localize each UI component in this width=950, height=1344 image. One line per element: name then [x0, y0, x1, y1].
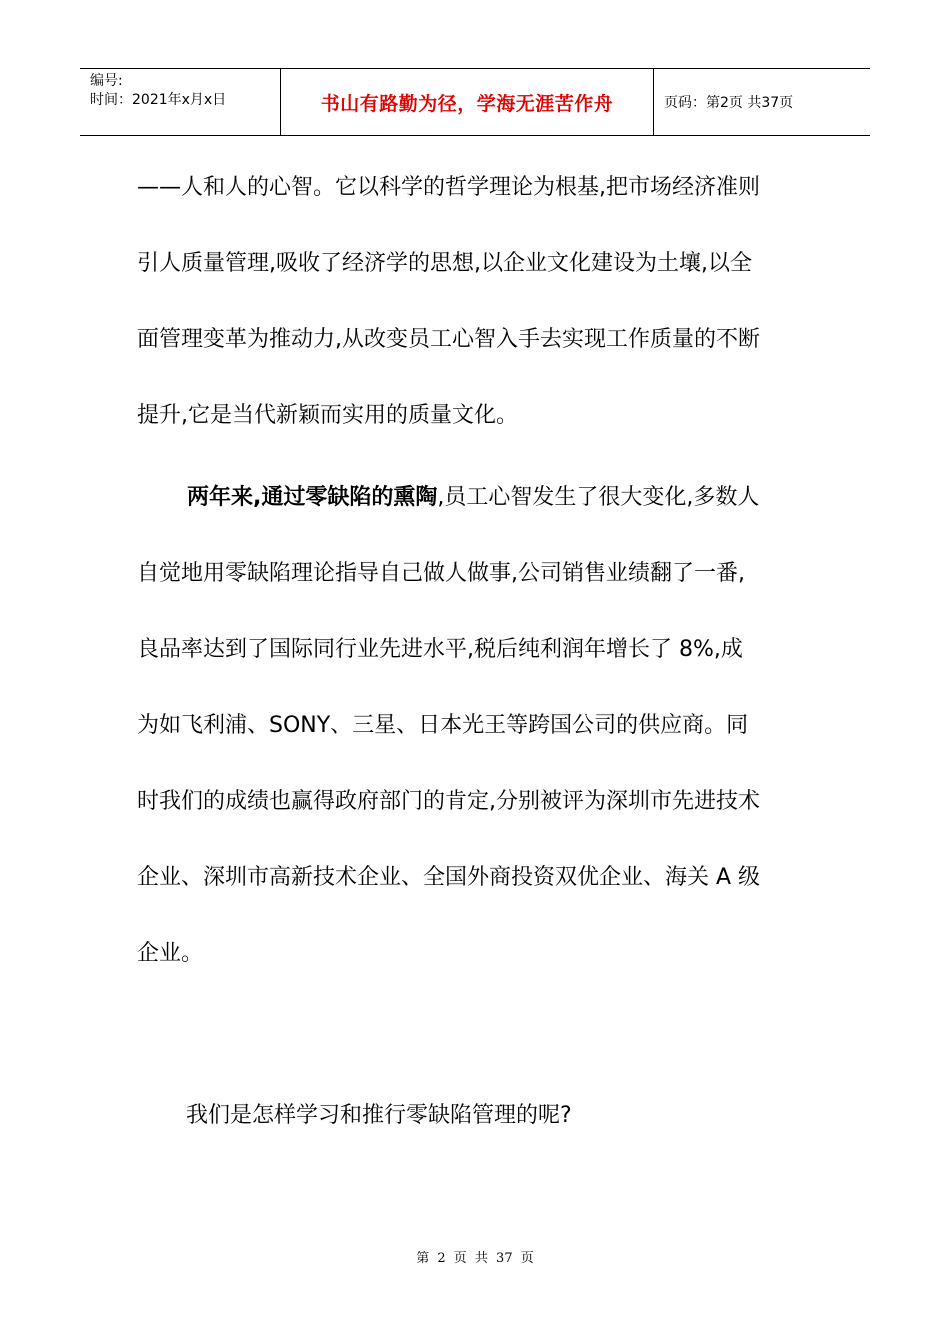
- paragraph-line: 良品率达到了国际同行业先进水平,税后纯利润年增长了 8%,成: [137, 637, 743, 662]
- paragraph-line: 企业、深圳市高新技术企业、全国外商投资双优企业、海关 A 级: [137, 865, 761, 890]
- paragraph-first-line: [137, 460, 827, 536]
- paragraph-line: 引人质量管理,吸收了经济学的思想,以企业文化建设为土壤,以全: [137, 251, 752, 276]
- paragraph-line: 为如飞利浦、SONY、三星、日本光王等跨国公司的供应商。同: [137, 713, 749, 738]
- paragraph-line: 面管理变革为推动力,从改变员工心智入手去实现工作质量的不断: [137, 327, 760, 352]
- header-motto: 书山有路勤为径，学海无涯苦作舟: [280, 69, 654, 135]
- bold-lead-text: 两年来,通过零缺陷的熏陶: [187, 485, 438, 510]
- paragraph-line: 时我们的成绩也赢得政府部门的肯定,分别被评为深圳市先进技术: [137, 789, 760, 814]
- paragraph-1: [137, 150, 827, 454]
- paragraph-2: [137, 460, 827, 992]
- doc-number-label: 编号:: [90, 73, 123, 89]
- paragraph-line: 提升,它是当代新颖而实用的质量文化。: [137, 403, 518, 428]
- paragraph-line: 自觉地用零缺陷理论指导自己做人做事,公司销售业绩翻了一番,: [137, 561, 745, 586]
- paragraph-line: ——人和人的心智。它以科学的哲学理论为根基,把市场经济准则: [137, 175, 760, 200]
- page-footer: 第 2 页 共 37 页: [416, 1251, 534, 1266]
- page-header: [80, 68, 870, 136]
- header-page-info: 页码：第2页 共37页: [664, 95, 794, 111]
- header-meta: [80, 69, 280, 135]
- first-line-rest: ,员工心智发生了很大变化,多数人: [437, 485, 760, 510]
- paragraph-line: 企业。: [137, 941, 204, 966]
- date-label: 时间：2021年x月x日: [90, 92, 227, 108]
- section-question: 我们是怎样学习和推行零缺陷管理的呢?: [186, 1103, 572, 1128]
